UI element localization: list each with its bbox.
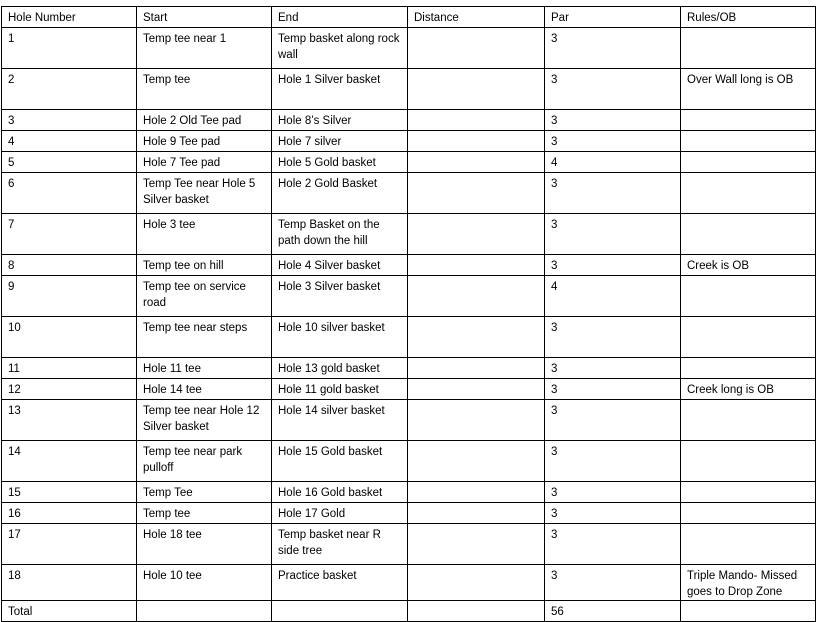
par-cell: 3	[545, 524, 681, 565]
rules-cell	[681, 441, 816, 482]
total-par: 56	[545, 601, 681, 622]
table-row	[2, 317, 816, 358]
total-start-cell	[137, 601, 272, 622]
table-row	[2, 565, 816, 601]
table-row	[2, 379, 816, 400]
total-label: Total	[2, 601, 137, 622]
distance-cell	[408, 255, 545, 276]
par-cell: 3	[545, 173, 681, 214]
total-row	[2, 601, 816, 622]
end-cell: Temp basket near R side tree	[272, 524, 408, 565]
hole-cell: 18	[2, 565, 137, 601]
hole-cell: 4	[2, 131, 137, 152]
par-cell: 3	[545, 69, 681, 110]
header-row	[2, 7, 816, 28]
distance-cell	[408, 110, 545, 131]
distance-cell	[408, 358, 545, 379]
start-cell: Temp tee on service road	[137, 276, 272, 317]
end-cell: Hole 14 silver basket	[272, 400, 408, 441]
table-row	[2, 173, 816, 214]
table-row	[2, 358, 816, 379]
distance-cell	[408, 152, 545, 173]
distance-cell	[408, 276, 545, 317]
table-row	[2, 400, 816, 441]
table-row	[2, 482, 816, 503]
start-cell: Hole 9 Tee pad	[137, 131, 272, 152]
par-cell: 4	[545, 276, 681, 317]
table-row	[2, 28, 816, 69]
end-cell: Hole 7 silver	[272, 131, 408, 152]
end-cell: Hole 1 Silver basket	[272, 69, 408, 110]
start-cell: Hole 3 tee	[137, 214, 272, 255]
hole-cell: 9	[2, 276, 137, 317]
hole-cell: 15	[2, 482, 137, 503]
hole-cell: 8	[2, 255, 137, 276]
end-cell: Temp Basket on the path down the hill	[272, 214, 408, 255]
par-cell: 3	[545, 482, 681, 503]
par-cell: 3	[545, 441, 681, 482]
table-row	[2, 214, 816, 255]
table-row	[2, 276, 816, 317]
hole-cell: 14	[2, 441, 137, 482]
end-cell: Temp basket along rock wall	[272, 28, 408, 69]
end-cell: Hole 15 Gold basket	[272, 441, 408, 482]
distance-cell	[408, 503, 545, 524]
distance-cell	[408, 28, 545, 69]
par-cell: 3	[545, 255, 681, 276]
hole-cell: 11	[2, 358, 137, 379]
start-cell: Temp tee	[137, 503, 272, 524]
start-cell: Hole 18 tee	[137, 524, 272, 565]
rules-cell	[681, 400, 816, 441]
hole-cell: 6	[2, 173, 137, 214]
start-cell: Hole 7 Tee pad	[137, 152, 272, 173]
rules-cell	[681, 317, 816, 358]
par-cell: 3	[545, 565, 681, 601]
par-cell: 4	[545, 152, 681, 173]
hole-cell: 3	[2, 110, 137, 131]
table-row	[2, 441, 816, 482]
rules-cell	[681, 214, 816, 255]
table-row	[2, 152, 816, 173]
hole-cell: 7	[2, 214, 137, 255]
header-rules-ob: Rules/OB	[681, 7, 816, 28]
table-row	[2, 524, 816, 565]
start-cell: Hole 10 tee	[137, 565, 272, 601]
distance-cell	[408, 565, 545, 601]
end-cell: Hole 10 silver basket	[272, 317, 408, 358]
hole-cell: 17	[2, 524, 137, 565]
rules-cell: Creek is OB	[681, 255, 816, 276]
end-cell: Hole 16 Gold basket	[272, 482, 408, 503]
par-cell: 3	[545, 131, 681, 152]
start-cell: Temp tee near Hole 12 Silver basket	[137, 400, 272, 441]
start-cell: Hole 2 Old Tee pad	[137, 110, 272, 131]
hole-cell: 13	[2, 400, 137, 441]
hole-cell: 12	[2, 379, 137, 400]
rules-cell	[681, 173, 816, 214]
distance-cell	[408, 482, 545, 503]
rules-cell	[681, 28, 816, 69]
hole-cell: 1	[2, 28, 137, 69]
distance-cell	[408, 379, 545, 400]
start-cell: Hole 11 tee	[137, 358, 272, 379]
end-cell: Hole 8’s Silver	[272, 110, 408, 131]
course-table	[1, 6, 816, 622]
table-row	[2, 503, 816, 524]
total-rules-cell	[681, 601, 816, 622]
start-cell: Temp tee	[137, 69, 272, 110]
rules-cell	[681, 276, 816, 317]
start-cell: Hole 14 tee	[137, 379, 272, 400]
end-cell: Hole 17 Gold	[272, 503, 408, 524]
start-cell: Temp Tee near Hole 5 Silver basket	[137, 173, 272, 214]
distance-cell	[408, 173, 545, 214]
total-end-cell	[272, 601, 408, 622]
distance-cell	[408, 400, 545, 441]
rules-cell	[681, 524, 816, 565]
start-cell: Temp tee near 1	[137, 28, 272, 69]
rules-cell	[681, 152, 816, 173]
rules-cell: Over Wall long is OB	[681, 69, 816, 110]
rules-cell	[681, 358, 816, 379]
rules-cell: Creek long is OB	[681, 379, 816, 400]
distance-cell	[408, 214, 545, 255]
end-cell: Hole 11 gold basket	[272, 379, 408, 400]
hole-cell: 2	[2, 69, 137, 110]
end-cell: Practice basket	[272, 565, 408, 601]
hole-cell: 10	[2, 317, 137, 358]
par-cell: 3	[545, 110, 681, 131]
distance-cell	[408, 441, 545, 482]
par-cell: 3	[545, 317, 681, 358]
total-distance-cell	[408, 601, 545, 622]
distance-cell	[408, 317, 545, 358]
start-cell: Temp tee near steps	[137, 317, 272, 358]
start-cell: Temp tee near park pulloff	[137, 441, 272, 482]
end-cell: Hole 4 Silver basket	[272, 255, 408, 276]
table-row	[2, 110, 816, 131]
par-cell: 3	[545, 28, 681, 69]
table-row	[2, 255, 816, 276]
end-cell: Hole 2 Gold Basket	[272, 173, 408, 214]
header-start: Start	[137, 7, 272, 28]
table-row	[2, 69, 816, 110]
start-cell: Temp tee on hill	[137, 255, 272, 276]
rules-cell	[681, 482, 816, 503]
header-distance: Distance	[408, 7, 545, 28]
table-row	[2, 131, 816, 152]
par-cell: 3	[545, 214, 681, 255]
rules-cell	[681, 110, 816, 131]
rules-cell	[681, 503, 816, 524]
header-hole-number: Hole Number	[2, 7, 137, 28]
end-cell: Hole 5 Gold basket	[272, 152, 408, 173]
distance-cell	[408, 524, 545, 565]
end-cell: Hole 13 gold basket	[272, 358, 408, 379]
hole-cell: 16	[2, 503, 137, 524]
rules-cell	[681, 131, 816, 152]
hole-cell: 5	[2, 152, 137, 173]
start-cell: Temp Tee	[137, 482, 272, 503]
par-cell: 3	[545, 503, 681, 524]
par-cell: 3	[545, 379, 681, 400]
par-cell: 3	[545, 358, 681, 379]
header-end: End	[272, 7, 408, 28]
end-cell: Hole 3 Silver basket	[272, 276, 408, 317]
distance-cell	[408, 131, 545, 152]
par-cell: 3	[545, 400, 681, 441]
distance-cell	[408, 69, 545, 110]
rules-cell: Triple Mando- Missed goes to Drop Zone	[681, 565, 816, 601]
header-par: Par	[545, 7, 681, 28]
